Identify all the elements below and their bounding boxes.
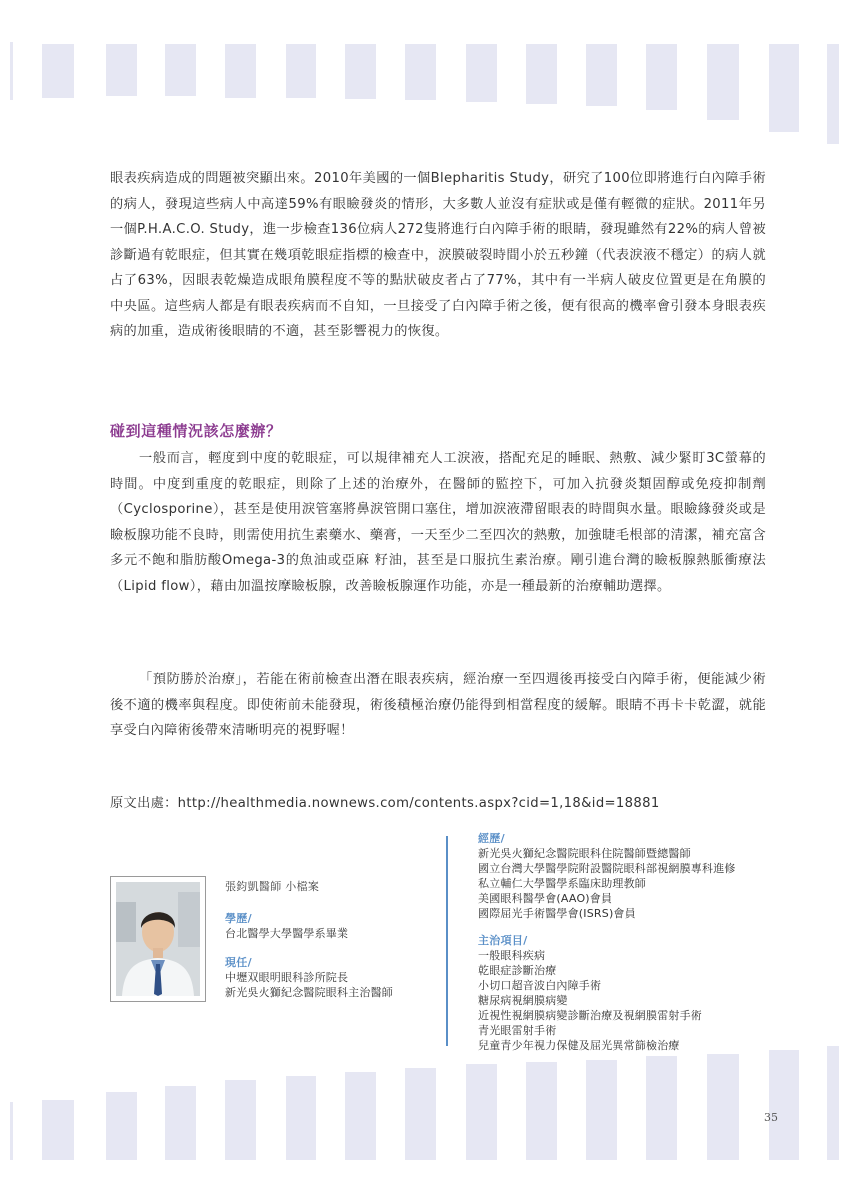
education-section [225, 910, 348, 941]
current-position-section [225, 954, 393, 1000]
education-item: 台北醫學大學醫學系畢業 [225, 927, 349, 940]
specialty-label: 主治項目/ [478, 934, 528, 947]
source-citation: 原文出處：http://healthmedia.nownews.com/contents.aspx?cid=1,18&id=18881 [110, 796, 660, 811]
specialty-item: 兒童青少年視力保健及屈光異常篩檢治療 [478, 1039, 680, 1052]
experience-item: 國際屈光手術醫學會(ISRS)會員 [478, 907, 636, 920]
current-position-item: 新光吳火獅紀念醫院眼科主治醫師 [225, 986, 393, 999]
doctor-profile-title: 張鈞凱醫師 小檔案 [225, 880, 320, 893]
page-number: 35 [764, 1111, 778, 1124]
specialty-item: 糖尿病視網膜病變 [478, 994, 568, 1007]
specialty-item: 青光眼雷射手術 [478, 1024, 557, 1037]
intro-paragraph: 眼表疾病造成的問題被突顯出來。2010年美國的一個Blepharitis Study，研究了100位即將進行白內障手術的病人，發現這些病人中高達59%有眼瞼發炎的情形，大多數人並沒有症狀或是僅有輕微的症狀。2011年另一個P.H.A.C.O. Study，進一步檢查136位病人272隻將進行白內障手術的眼睛，發現雖然有22%的病人曾被診斷過有乾眼症，但其實在幾項乾眼症指標的檢查中，淚膜破裂時間小於五秒鐘（代表淚液不穩定）的病人就占了63%，因眼表乾燥造成眼角膜程度不等的點狀破皮者占了77%，其中有一半病人破皮位置更是在角膜的中央區。這些病人都是有眼表疾病而不自知，一旦接受了白內障手術之後，便有很高的機率會引發本身眼表疾病的加重，造成術後眼睛的不適，甚至影響視力的恢復。 [110, 171, 766, 339]
education-label: 學歷/ [225, 912, 252, 925]
specialty-item: 一般眼科疾病 [478, 949, 546, 962]
current-position-label: 現任/ [225, 956, 252, 969]
conclusion-paragraph: 「預防勝於治療」，若能在術前檢查出潛在眼表疾病，經治療一至四週後再接受白內障手術，便能減少術後不適的機率與程度。即使術前未能發現，術後積極治療仍能得到相當程度的緩解。眼睛不再卡卡乾澀，就能享受白內障術後帶來清晰明亮的視野喔！ [110, 672, 766, 738]
experience-label: 經歷/ [478, 832, 505, 845]
section-heading: 碰到這種情況該怎麼辦？ [110, 422, 282, 440]
bottom-stripe-decoration [0, 1040, 849, 1170]
experience-section [478, 830, 736, 921]
specialty-item: 小切口超音波白內障手術 [478, 979, 602, 992]
experience-item: 新光吳火獅紀念醫院眼科住院醫師暨總醫師 [478, 847, 691, 860]
top-stripe-decoration [0, 40, 849, 150]
specialty-item: 近視性視網膜病變診斷治療及視網膜雷射手術 [478, 1009, 702, 1022]
current-position-item: 中壢双眼明眼科診所院長 [225, 971, 349, 984]
specialty-item: 乾眼症診斷治療 [478, 964, 557, 977]
doctor-photo-frame [110, 876, 206, 1002]
column-divider [446, 836, 448, 1046]
doctor-portrait-illustration [116, 882, 200, 996]
experience-item: 美國眼科醫學會(AAO)會員 [478, 892, 613, 905]
specialty-section [478, 932, 702, 1053]
doctor-photo [116, 882, 200, 996]
experience-item: 國立台灣大學醫學院附設醫院眼科部視網膜專科進修 [478, 862, 736, 875]
treatment-paragraph: 一般而言，輕度到中度的乾眼症，可以規律補充人工淚液，搭配充足的睡眠、熱敷、減少緊盯3C螢幕的時間。中度到重度的乾眼症，則除了上述的治療外，在醫師的監控下，可加入抗發炎類固醇或免疫抑制劑（Cyclosporine），甚至是使用淚管塞將鼻淚管開口塞住，增加淚液滯留眼表的時間與水量。眼瞼緣發炎或是瞼板腺功能不良時，則需使用抗生素藥水、藥膏，一天至少二至四次的熱敷，加強睫毛根部的清潔，補充富含多元不飽和脂肪酸Omega-3的魚油或亞麻 籽油，甚至是口服抗生素治療。剛引進台灣的瞼板腺熱脈衝療法（Lipid flow），藉由加溫按摩瞼板腺，改善瞼板腺運作功能，亦是一種最新的治療輔助選擇。 [110, 451, 766, 594]
experience-item: 私立輔仁大學醫學系臨床助理教師 [478, 877, 646, 890]
